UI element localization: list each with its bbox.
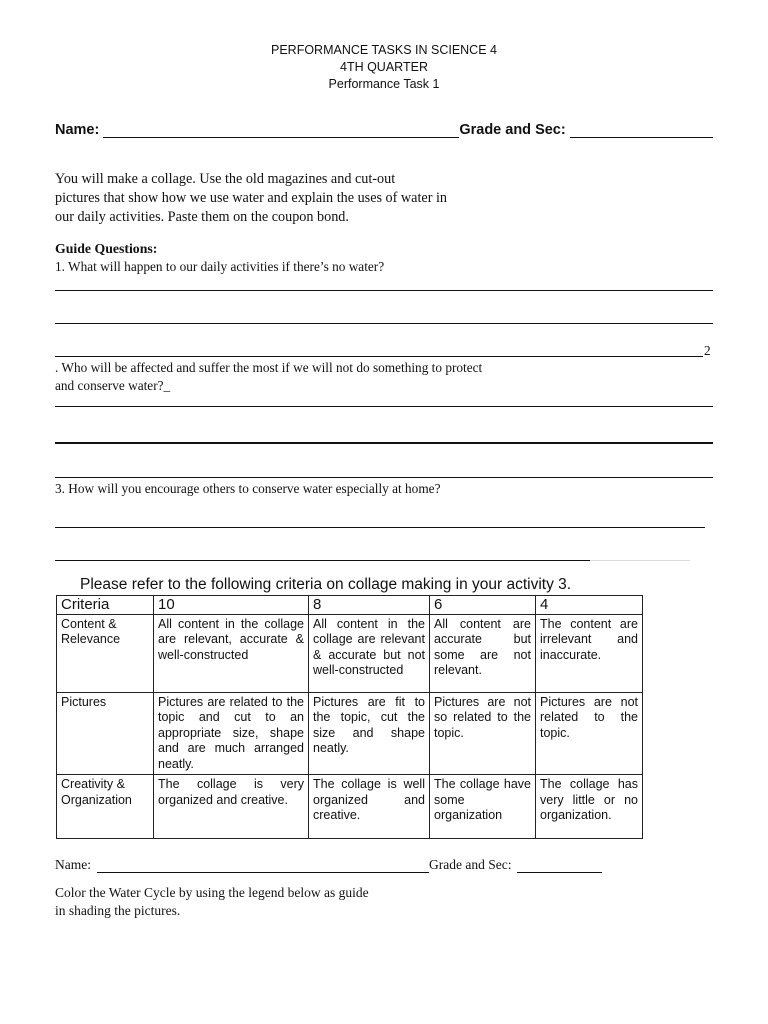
rubric-table xyxy=(56,595,643,839)
header-title: PERFORMANCE TASKS IN SCIENCE 4 xyxy=(271,43,497,57)
table-row xyxy=(57,614,643,692)
criterion-cell: Pictures xyxy=(57,692,154,775)
water-cycle-line: in shading the pictures. xyxy=(55,903,181,918)
rubric-cell: The collage is very organized and creative. xyxy=(154,775,309,839)
guide-questions-heading: Guide Questions: xyxy=(55,241,158,256)
question-2-number: 2 xyxy=(704,343,711,358)
column-header-6: 6 xyxy=(430,596,536,615)
water-cycle-line: Color the Water Cycle by using the legend below as guide xyxy=(55,885,369,900)
rubric-cell: The collage is well organized and creative. xyxy=(309,775,430,839)
answer-line[interactable] xyxy=(55,323,713,324)
rubric-cell: All content in the collage are relevant, accurate & well-constructed xyxy=(154,614,309,692)
answer-line[interactable] xyxy=(55,406,713,407)
answer-line[interactable] xyxy=(55,442,713,444)
name-row-2 xyxy=(55,857,655,873)
question-2-line2: and conserve water?_ xyxy=(55,378,171,393)
rubric-header-row xyxy=(57,596,643,615)
rubric-cell: The collage has very little or no organization. xyxy=(536,775,643,839)
rubric-cell: The content are irrelevant and inaccurate. xyxy=(536,614,643,692)
name-label: Name: xyxy=(55,122,100,138)
column-header-4: 4 xyxy=(536,596,643,615)
criteria-heading: Please refer to the following criteria on collage making in your activity 3. xyxy=(80,576,572,593)
name-field-2[interactable] xyxy=(97,859,429,873)
answer-line[interactable] xyxy=(55,477,713,478)
question-2-line1: . Who will be affected and suffer the most if we will not do something to protect xyxy=(55,360,483,375)
grade-field[interactable] xyxy=(570,123,713,138)
instructions-line: You will make a collage. Use the old magazines and cut-out xyxy=(55,171,396,187)
name-field[interactable] xyxy=(103,123,459,138)
criterion-cell: Content & Relevance xyxy=(57,614,154,692)
column-header-10: 10 xyxy=(154,596,309,615)
criterion-cell: Creativity & Organization xyxy=(57,775,154,839)
rubric-cell: Pictures are not related to the topic. xyxy=(536,692,643,775)
answer-line[interactable] xyxy=(55,560,590,561)
question-1: 1. What will happen to our daily activities if there’s no water? xyxy=(55,259,385,274)
question-3: 3. How will you encourage others to conserve water especially at home? xyxy=(55,481,441,496)
answer-line[interactable] xyxy=(55,527,705,528)
header-quarter: 4TH QUARTER xyxy=(340,60,428,74)
instructions-line: pictures that show how we use water and explain the uses of water in xyxy=(55,190,448,206)
rubric-cell: All content in the collage are relevant & accurate but not well-constructed xyxy=(309,614,430,692)
column-header-criteria: Criteria xyxy=(57,596,154,615)
table-row xyxy=(57,692,643,775)
rubric-cell: All content are accurate but some are not relevant. xyxy=(430,614,536,692)
answer-line[interactable] xyxy=(55,290,713,291)
rubric-cell: Pictures are not so related to the topic. xyxy=(430,692,536,775)
grade-field-2[interactable] xyxy=(517,859,602,873)
column-header-8: 8 xyxy=(309,596,430,615)
instructions-paragraph xyxy=(55,170,735,227)
grade-label-2: Grade and Sec: xyxy=(429,857,512,872)
faded-answer-line xyxy=(590,560,690,561)
name-row xyxy=(55,122,715,138)
water-cycle-instructions xyxy=(55,884,369,920)
answer-line[interactable] xyxy=(55,356,703,357)
rubric-cell: Pictures are related to the topic and cut to an appropriate size, shape and are much arranged neatly. xyxy=(154,692,309,775)
rubric-cell: The collage have some organization xyxy=(430,775,536,839)
name-label-2: Name: xyxy=(55,857,91,872)
rubric-cell: Pictures are fit to the topic, cut the size and shape neatly. xyxy=(309,692,430,775)
document-header xyxy=(0,42,768,93)
instructions-line: our daily activities. Paste them on the coupon bond. xyxy=(55,209,349,225)
grade-label: Grade and Sec: xyxy=(459,122,566,138)
table-row xyxy=(57,775,643,839)
header-task: Performance Task 1 xyxy=(328,77,440,91)
